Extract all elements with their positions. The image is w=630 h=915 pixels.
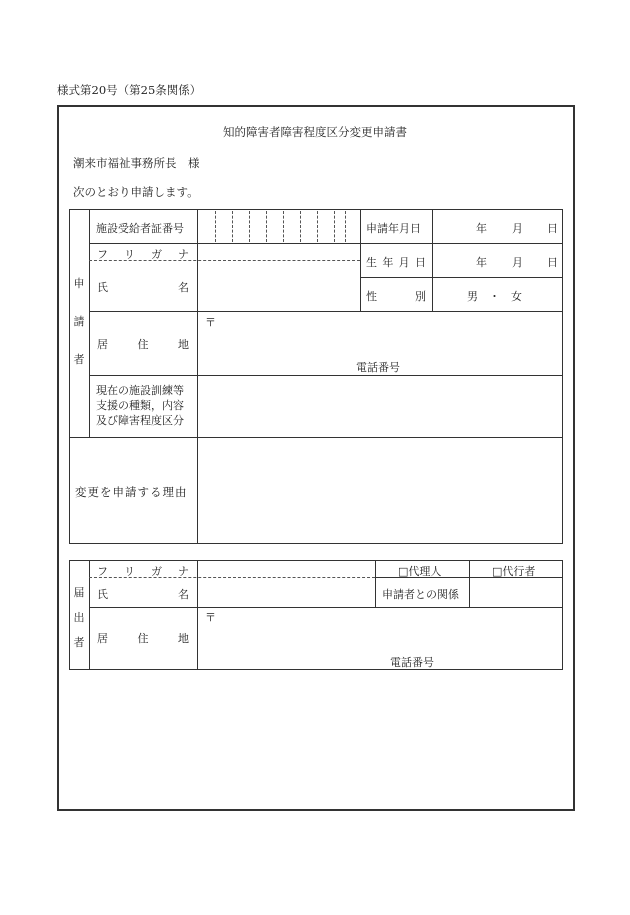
relation-label: 申請者との関係 [382, 588, 459, 601]
reason-label: 変更を申請する理由 [75, 485, 188, 499]
name-label: 氏 名 [97, 281, 189, 294]
application-day-unit: 日 [547, 222, 558, 235]
submitter-postal-mark: 〒 [205, 611, 216, 624]
submitter-name-label: 氏 名 [97, 588, 189, 601]
sex-options[interactable]: 男 ・ 女 [467, 290, 522, 303]
postal-mark: 〒 [205, 316, 216, 329]
intro-text: 次のとおり申請します。 [73, 185, 199, 199]
recipient: 潮来市福祉事務所長 様 [73, 156, 200, 170]
phone-label: 電話番号 [356, 361, 400, 374]
applicant-group-label: 申 請 者 [73, 277, 85, 366]
application-date-label: 申請年月日 [366, 222, 421, 235]
form-title: 知的障害者障害程度区分変更申請書 [223, 125, 407, 139]
birth-day-unit: 日 [547, 256, 558, 269]
birth-date-label: 生 年 月 日 [366, 256, 426, 269]
application-month-unit: 月 [512, 222, 523, 235]
submitter-furigana-label: フ リ ガ ナ [97, 565, 189, 578]
sex-label: 性 別 [366, 290, 426, 303]
proxy-checkbox[interactable]: □代行者 [492, 565, 536, 578]
furigana-label: フ リ ガ ナ [97, 248, 189, 261]
cert-number-label: 施設受給者証番号 [96, 222, 184, 235]
current-service-label: 現在の施設訓練等 支援の種類，内容 及び障害程度区分 [96, 384, 184, 427]
submitter-group-label: 届 出 者 [73, 586, 85, 649]
birth-year-unit: 年 [476, 256, 487, 269]
submitter-phone-label: 電話番号 [390, 656, 434, 669]
address-label: 居 住 地 [97, 338, 189, 351]
agent-checkbox[interactable]: □代理人 [398, 565, 442, 578]
birth-month-unit: 月 [512, 256, 523, 269]
application-year-unit: 年 [476, 222, 487, 235]
form-number: 様式第20号（第25条関係） [57, 83, 202, 97]
submitter-address-label: 居 住 地 [97, 632, 189, 645]
